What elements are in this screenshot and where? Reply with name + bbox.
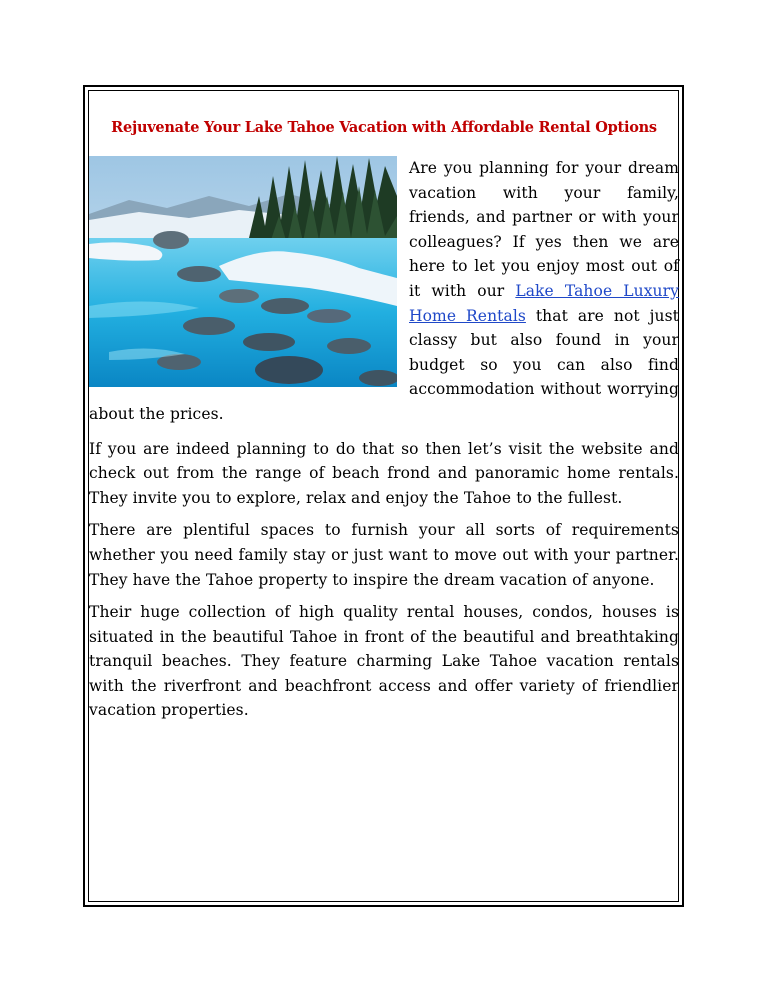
document-body <box>89 116 679 731</box>
intro-text-start: Are you planning for your dream vacation with your family, friends, and partner or with your colleagues? If yes then we are here to let you enjoy most out of it with our <box>409 159 679 300</box>
lake-tahoe-photo <box>89 156 397 387</box>
intro-text-end: that are not just classy but also found in your budget so you can also find accommodation without worrying about the prices. <box>89 306 679 423</box>
paragraph-collection: Their huge collection of high quality rental houses, condos, houses is situated in the beautiful Tahoe in front of the beautiful and breathtaking tranquil beaches. They feature charming Lake Tahoe vacation rentals with the riverfront and beachfront access and offer variety of friendlier vacation properties. <box>89 603 679 720</box>
paragraph-website: If you are indeed planning to do that so then let’s visit the website and check out from the range of beach frond and panoramic home rentals. They invite you to explore, relax and enjoy the Tahoe to the fullest. <box>89 439 679 507</box>
lake-tahoe-luxury-rentals-link[interactable]: Lake Tahoe Luxury Home Rentals <box>409 281 680 325</box>
document-title: Rejuvenate Your Lake Tahoe Vacation with Affordable Rental Options <box>111 119 657 136</box>
paragraph-spaces: There are plentiful spaces to furnish your all sorts of requirements whether you need family stay or just want to move out with your partner. They have the Tahoe property to inspire the dream vacation of anyone. <box>89 521 679 589</box>
